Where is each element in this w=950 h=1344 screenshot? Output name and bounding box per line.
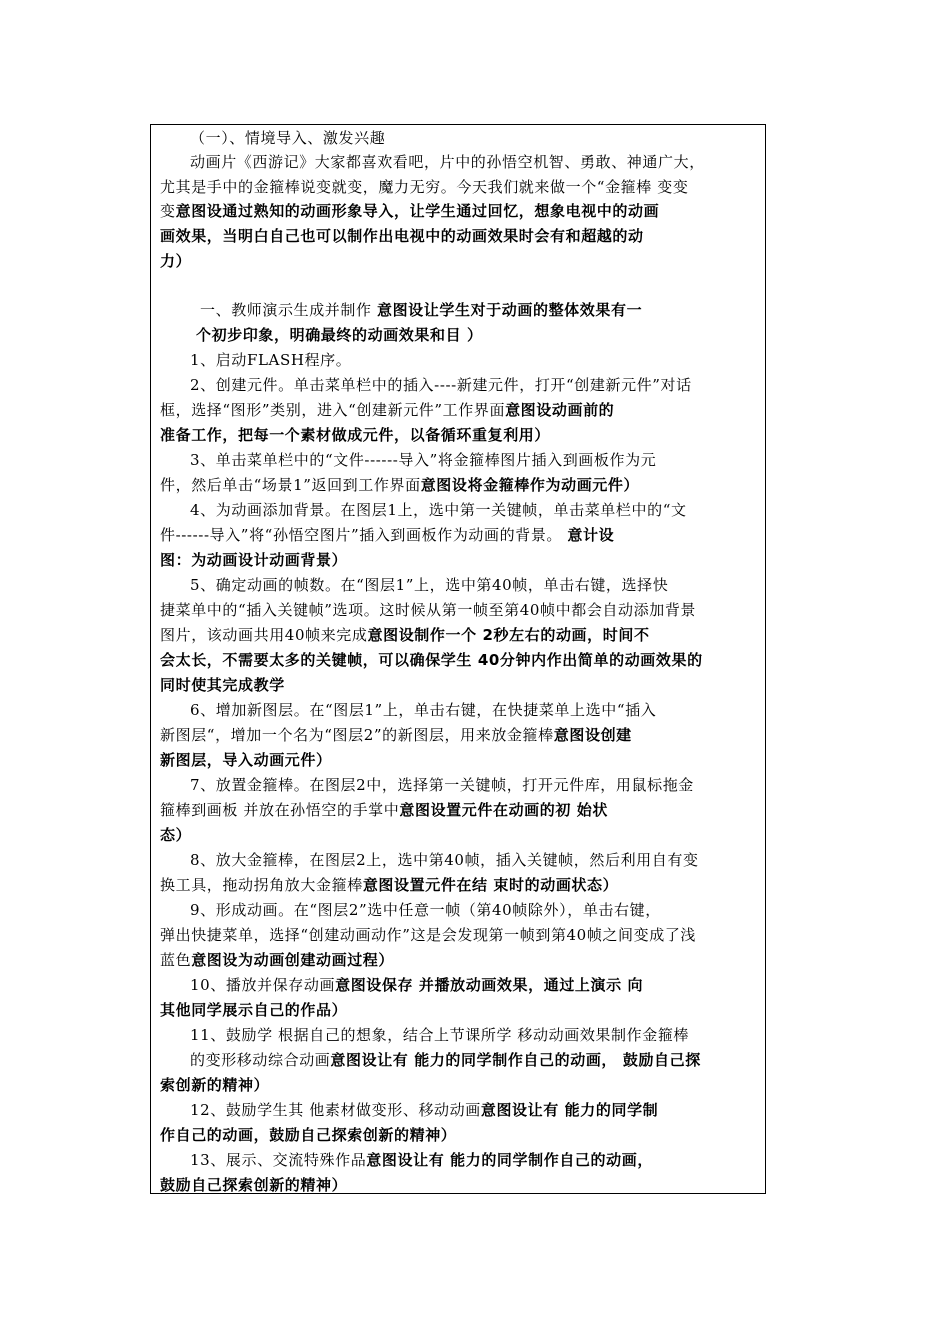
body-text: 新图层“，增加一个名为“图层2”的新图层，用来放金箍棒: [160, 726, 554, 744]
design-note: 意图设让有 能力的同学制: [480, 1101, 659, 1119]
text-line: [160, 800, 608, 820]
body-text: （一）、情境导入、激发兴趣: [190, 129, 386, 147]
design-note: 意图设置元件在结 束时的动画状态）: [362, 876, 619, 894]
text-line: [200, 300, 642, 320]
text-line: [160, 650, 703, 670]
text-line: [160, 226, 644, 246]
design-note: 意图设置元件在动画的初 始状: [399, 801, 608, 819]
design-note: 意计设: [567, 526, 615, 544]
design-note: 个初步印象，明确最终的动画效果和目 ）: [196, 326, 483, 344]
body-text: 5、确定动画的帧数。在“图层1”上，选中第40帧，单击右键，选择快: [190, 576, 669, 594]
body-text: 12、鼓励学生其 他素材做变形、移动动画: [190, 1101, 481, 1119]
design-note: 意图设制作一个 2秒左右的动画，时间不: [367, 626, 650, 644]
body-text: 尤其是手中的金箍棒说变就变，魔力无穷。今天我们就来做一个“金箍棒 变变: [160, 178, 689, 196]
body-text: 2、创建元件。单击菜单栏中的插入----新建元件，打开“创建新元件”对话: [190, 376, 692, 394]
design-note: 意图设让有 能力的同学制作自己的动画，: [366, 1151, 653, 1169]
body-text: 一、教师演示生成并制作: [200, 301, 377, 319]
design-note: 其他同学展示自己的作品）: [160, 1001, 348, 1019]
text-line: [190, 128, 385, 148]
design-note: 会太长，不需要太多的关键帧，可以确保学生 40分钟内作出简单的动画效果的: [160, 651, 703, 669]
text-line: [160, 525, 614, 545]
text-line: [190, 152, 705, 172]
design-note: 准备工作，把每一个素材做成元件，以备循环重复利用）: [160, 426, 551, 444]
body-text: 9、形成动画。在“图层2”选中任意一帧（第40帧除外），单击右键，: [190, 901, 661, 919]
text-line: [160, 875, 618, 895]
text-line: [196, 325, 483, 345]
body-text: 换工具，拖动拐角放大金箍棒: [160, 876, 363, 894]
text-line: [160, 825, 191, 845]
text-line: [160, 675, 285, 695]
text-line: [160, 750, 332, 770]
text-line: [190, 975, 643, 995]
text-line: [190, 350, 351, 370]
text-line: [190, 450, 656, 470]
design-note: 索创新的精神）: [160, 1076, 270, 1094]
design-note: 鼓励自己探索创新的精神）: [160, 1176, 348, 1194]
text-line: [160, 600, 696, 620]
body-text: 捷菜单中的“插入关键帧”选项。这时候从第一帧至第40帧中都会自动添加背景: [160, 601, 697, 619]
body-text: 箍棒到画板 并放在孙悟空的手掌中: [160, 801, 400, 819]
text-line: [190, 850, 699, 870]
body-text: 变: [160, 202, 176, 220]
body-text: 8、放大金箍棒，在图层2上，选中第40帧，插入关键帧，然后利用自有变: [190, 851, 699, 869]
design-note: 意图设将金箍棒作为动画元件）: [420, 476, 640, 494]
body-text: 1、启动FLASH程序。: [190, 351, 352, 369]
text-line: [160, 1125, 456, 1145]
text-line: [190, 775, 694, 795]
text-line: [160, 475, 639, 495]
text-line: [190, 500, 687, 520]
body-text: 框，选择“图形”类别，进入“创建新元件”工作界面: [160, 401, 506, 419]
body-text: 3、单击菜单栏中的“文件------导入”将金箍棒图片插入到画板作为元: [190, 451, 657, 469]
text-line: [160, 1075, 269, 1095]
design-note: 新图层，导入动画元件）: [160, 751, 332, 769]
text-line: [190, 1025, 689, 1045]
body-text: 6、增加新图层。在“图层1”上，单击右键，在快捷菜单上选中“插入: [190, 701, 657, 719]
body-text: 图片，该动画共用40帧来完成: [160, 626, 368, 644]
body-text: 13、展示、交流特殊作品: [190, 1151, 367, 1169]
body-text: 动画片《西游记》大家都喜欢看吧，片中的孙悟空机智、勇敢、神通广大，: [190, 153, 705, 171]
text-line: [160, 550, 347, 570]
design-note: 力）: [160, 252, 192, 270]
text-line: [160, 177, 688, 197]
text-line: [160, 251, 191, 271]
design-note: 意图设动画前的: [505, 401, 615, 419]
text-line: [160, 400, 614, 420]
text-line: [190, 1150, 653, 1170]
text-line: [190, 900, 661, 920]
text-line: [160, 1175, 347, 1195]
design-note: 态）: [160, 826, 192, 844]
text-line: [160, 425, 550, 445]
body-text: 11、鼓励学 根据自己的想象，结合上节课所学 移动动画效果制作金箍棒: [190, 1026, 690, 1044]
body-text: 弹出快捷菜单，选择“创建动画动作”这是会发现第一帧到第40帧之间变成了浅: [160, 926, 697, 944]
body-text: 件------导入”将“孙悟空图片”插入到画板作为动画的背景。: [160, 526, 568, 544]
design-note: 意图设让学生对于动画的整体效果有一: [376, 301, 643, 319]
text-line: [160, 625, 650, 645]
body-text: 件，然后单击“场景1”返回到工作界面: [160, 476, 421, 494]
design-note: 画效果，当明白自己也可以制作出电视中的动画效果时会有和超越的动: [160, 227, 644, 245]
body-text: 蓝色: [160, 951, 192, 969]
design-note: 意图设通过熟知的动画形象导入，让学生通过回忆，想象电视中的动画: [175, 202, 660, 220]
text-line: [190, 1100, 658, 1120]
text-line: [160, 201, 659, 221]
body-text: 10、播放并保存动画: [190, 976, 336, 994]
design-note: 意图设为动画创建动画过程）: [191, 951, 395, 969]
text-line: [190, 575, 668, 595]
text-line: [160, 950, 394, 970]
text-line: [190, 700, 656, 720]
text-line: [160, 925, 696, 945]
text-line: [160, 725, 632, 745]
design-note: 图：为动画设计动画背景）: [160, 551, 348, 569]
body-text: 7、放置金箍棒。在图层2中，选择第一关键帧，打开元件库，用鼠标拖金: [190, 776, 694, 794]
text-line: [190, 375, 692, 395]
design-note: 作自己的动画，鼓励自己探索创新的精神）: [160, 1126, 457, 1144]
design-note: 同时使其完成教学: [160, 676, 285, 694]
body-text: 的变形移动综合动画: [190, 1051, 331, 1069]
design-note: 意图设创建: [553, 726, 632, 744]
design-note: 意图设让有 能力的同学制作自己的动画， 鼓励自己探: [330, 1051, 701, 1069]
body-text: 4、为动画添加背景。在图层1上，选中第一关键帧，单击菜单栏中的“文: [190, 501, 687, 519]
design-note: 意图设保存 并播放动画效果，通过上演示 向: [335, 976, 644, 994]
text-line: [190, 1050, 701, 1070]
text-line: [160, 1000, 347, 1020]
